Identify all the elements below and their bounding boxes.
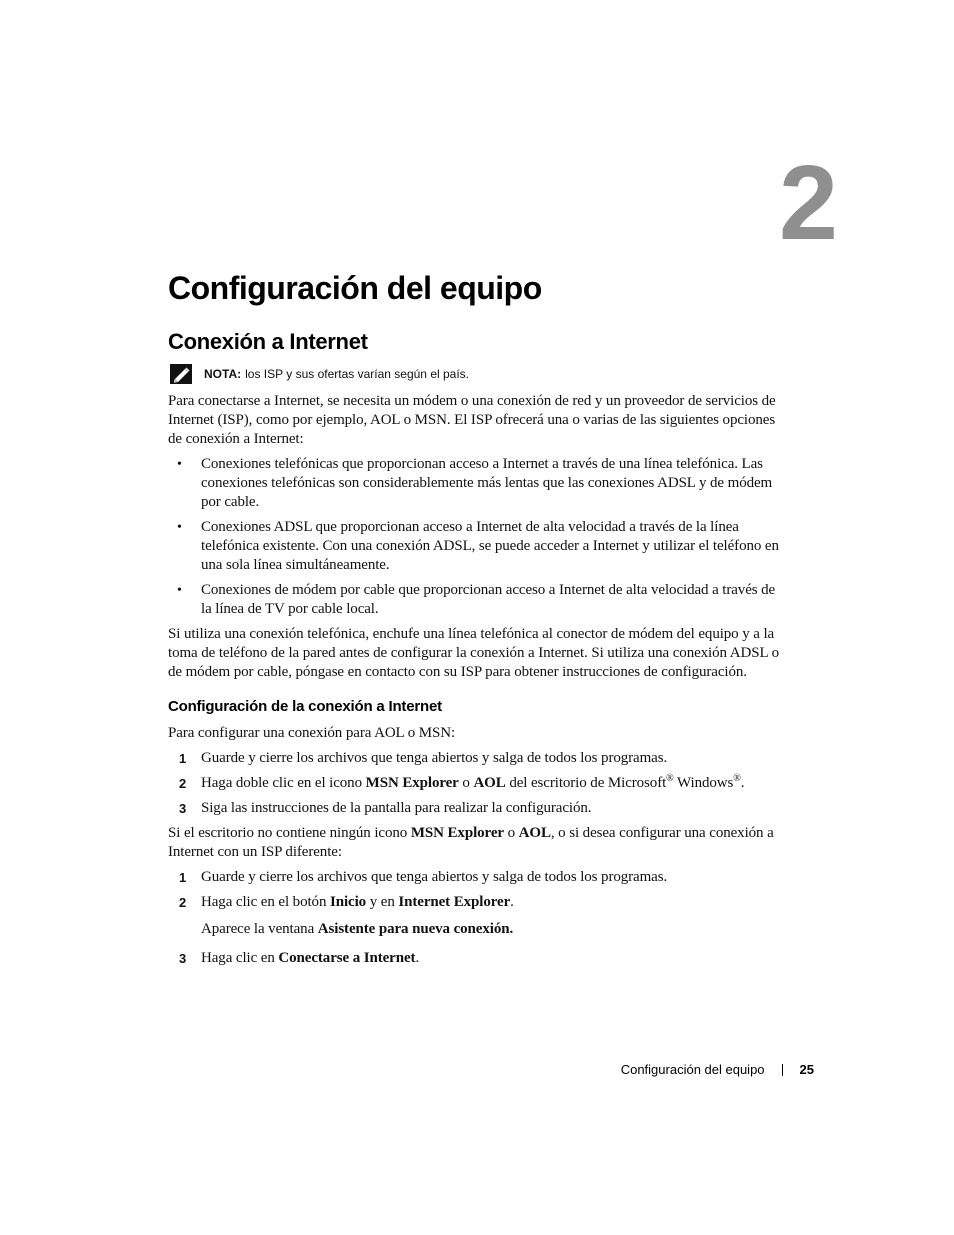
outro-paragraph: Si utiliza una conexión telefónica, enchufe una línea telefónica al conector de módem del equipo y a la toma de teléfono de la pared antes de configurar la conexión a Internet. Si utiliza una conexión ADSL o de módem por cable, póngase en contacto con su ISP para obtener instrucciones de configuración. (168, 626, 780, 681)
steps-list-other-isp (168, 868, 788, 968)
connection-options-list (168, 455, 788, 619)
step-item (168, 749, 788, 768)
step-item (168, 949, 788, 968)
bullet-icon: • (177, 583, 182, 599)
note-text: los ISP y sus ofertas varían según el país. (245, 367, 470, 382)
connect-internet-label: Conectarse a Internet (278, 950, 416, 967)
step-item (168, 799, 788, 818)
step-subtext: Aparece la ventana Asistente para nueva conexión. (201, 921, 514, 938)
msn-explorer-label: MSN Explorer (365, 775, 459, 792)
footer-section-name: Configuración del equipo (620, 1062, 765, 1077)
chapter-number: 2 (779, 144, 838, 262)
inicio-label: Inicio (330, 894, 367, 911)
internet-explorer-label: Internet Explorer (398, 894, 511, 911)
chapter-title: Configuración del equipo (168, 270, 542, 306)
step-number: 1 (179, 751, 187, 767)
step-number: 3 (179, 801, 187, 817)
list-item (168, 518, 788, 575)
step-text: Siga las instrucciones de la pantalla para realizar la configuración. (201, 800, 592, 817)
msn-explorer-label: MSN Explorer (410, 825, 504, 842)
step-number: 2 (179, 776, 187, 792)
bullet-icon: • (177, 457, 182, 473)
list-item (168, 581, 788, 619)
step-text: Haga doble clic en el icono MSN Explorer o AOL del escritorio de Microsoft® Windows®. (201, 773, 745, 792)
note-box (170, 364, 788, 384)
section-title: Conexión a Internet (168, 328, 368, 354)
aol-label: AOL (518, 825, 551, 842)
page-content (168, 270, 788, 974)
page-footer (621, 1062, 814, 1077)
step-number: 3 (179, 951, 187, 967)
list-item (168, 455, 788, 512)
list-item-text: Conexiones ADSL que proporcionan acceso a Internet de alta velocidad a través de la línea telefónica existente. Con una conexión ADSL, se puede acceder a Internet y utilizar el teléfono en una sola línea simultáneamente. (201, 519, 779, 574)
intro-paragraph: Para conectarse a Internet, se necesita un módem o una conexión de red y un proveedor de servicios de Internet (ISP), como por ejemplo, AOL o MSN. El ISP ofrecerá una o varias de las siguientes opciones de conexión a Internet: (168, 393, 776, 448)
step-item (168, 774, 788, 793)
list-item-text: Conexiones telefónicas que proporcionan acceso a Internet a través de una línea telefónica. Las conexiones telefónicas son considerablemente más lentas que las conexiones ADSL y de módem por cable. (201, 456, 773, 511)
aol-label: AOL (473, 775, 506, 792)
page-number: 25 (799, 1062, 814, 1077)
registered-mark: ® (733, 773, 741, 785)
step-text: Haga clic en Conectarse a Internet. (201, 950, 420, 967)
step-item (168, 893, 788, 939)
step-number: 2 (179, 895, 187, 911)
step-text: Haga clic en el botón Inicio y en Internet Explorer. (201, 894, 514, 911)
note-label: NOTA: (204, 367, 242, 382)
steps-list-aol-msn (168, 749, 788, 818)
list-item-text: Conexiones de módem por cable que proporcionan acceso a Internet de alta velocidad a través de la línea de TV por cable local. (201, 582, 776, 618)
middle-paragraph: Si el escritorio no contiene ningún icono MSN Explorer o AOL, o si desea configurar una conexión a Internet con un ISP diferente: (168, 825, 774, 861)
step-number: 1 (179, 870, 187, 886)
step-text: Guarde y cierre los archivos que tenga abiertos y salga de todos los programas. (201, 869, 668, 886)
footer-divider (782, 1064, 783, 1076)
note-pencil-icon (170, 364, 192, 384)
subsection-intro: Para configurar una conexión para AOL o MSN: (168, 725, 456, 742)
subsection-title: Configuración de la conexión a Internet (168, 698, 442, 716)
step-item (168, 868, 788, 887)
wizard-name-label: Asistente para nueva conexión. (317, 921, 514, 938)
registered-mark: ® (666, 773, 674, 785)
bullet-icon: • (177, 520, 182, 536)
step-text: Guarde y cierre los archivos que tenga abiertos y salga de todos los programas. (201, 750, 668, 767)
